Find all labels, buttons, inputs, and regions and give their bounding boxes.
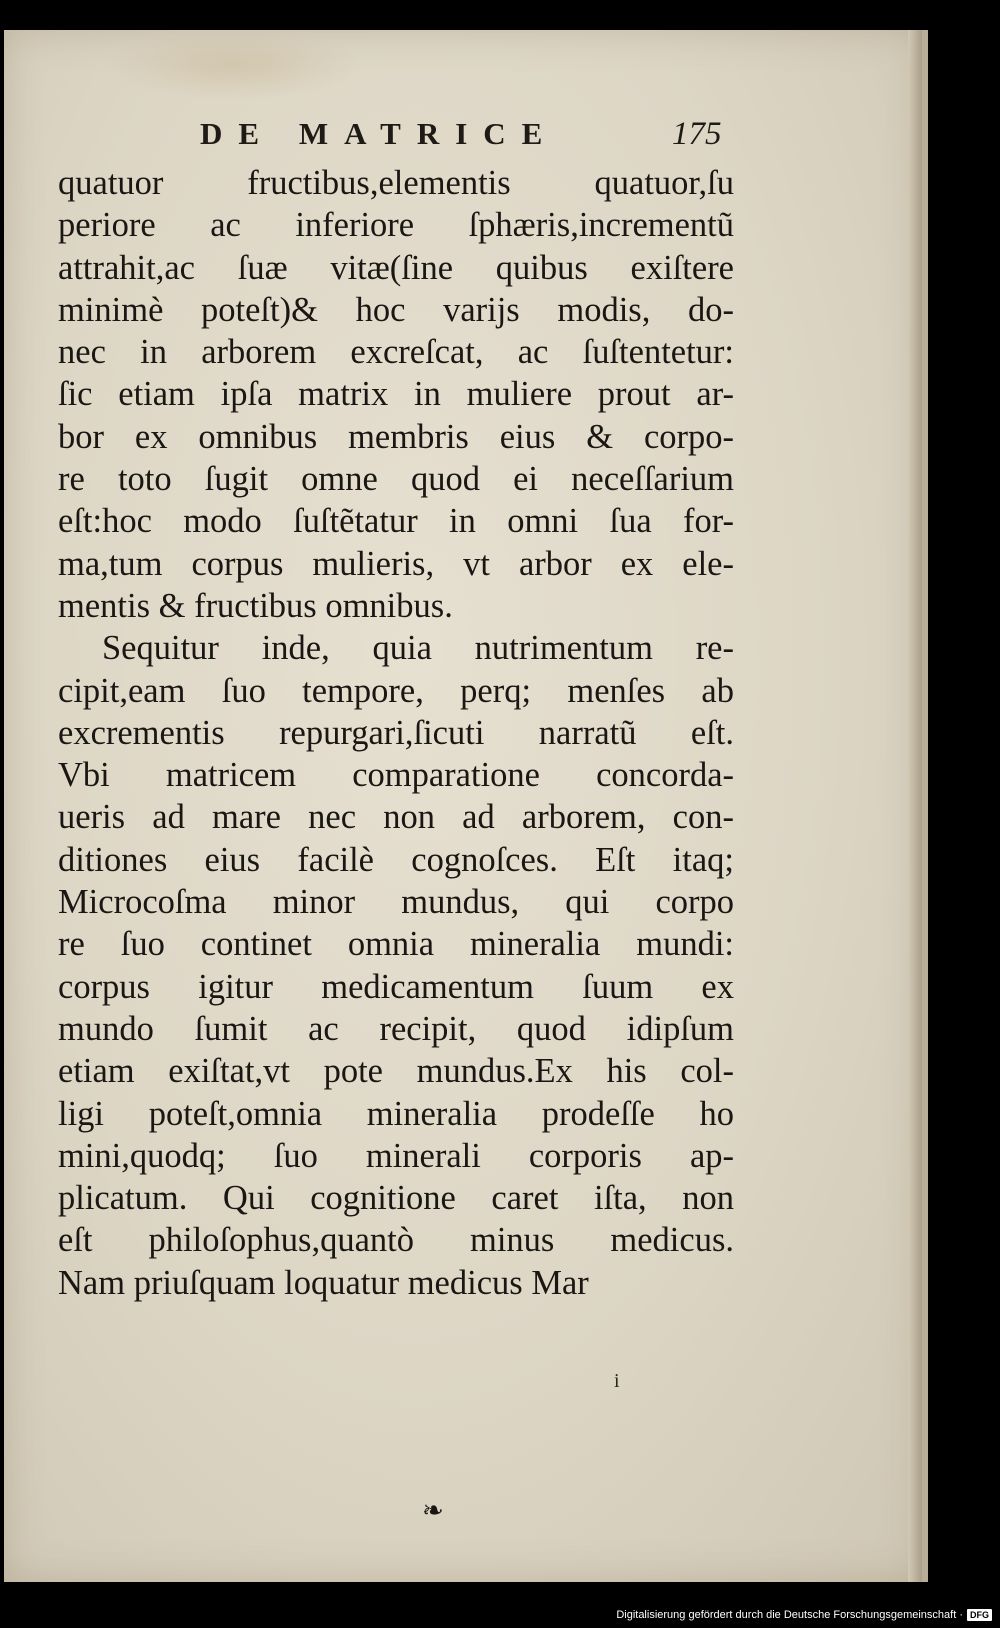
text-line: quatuor fructibus,elementis quatuor,ſu <box>58 164 734 202</box>
text-line: Nam priuſquam loquatur medicus Mar <box>58 1263 589 1302</box>
text-line: excrementis repurgari,ſicuti narratũ eſt. <box>58 713 734 752</box>
footer-text: Digitalisierung gefördert durch die Deutsche Forschungsgemeinschaft · <box>616 1609 963 1621</box>
text-line: Microcoſma minor mundus, qui corpo <box>58 883 734 922</box>
page-number: 175 <box>672 116 722 152</box>
text-line: nec in arborem excreſcat, ac ſuſtentetur: <box>58 333 734 372</box>
text-line: bor ex omnibus membris eius & corpo- <box>58 417 734 456</box>
text-line: Sequitur inde, quia nutrimentum re- <box>102 629 734 668</box>
paper-stain <box>104 30 364 100</box>
text-line: eſt philoſophus,quantò minus medicus. <box>58 1221 734 1260</box>
text-line: etiam exiſtat,vt pote mundus.Ex his col- <box>58 1052 734 1091</box>
text-line: ditiones eius facilè cognoſces. Eſt itaq; <box>58 840 734 879</box>
text-line: eſt:hoc modo ſuſtẽtatur in omni ſua for- <box>58 502 734 541</box>
text-line: ueris ad mare nec non ad arborem, con- <box>58 798 734 837</box>
text-line: re ſuo continet omnia mineralia mundi: <box>58 925 734 964</box>
digitization-footer <box>616 1606 992 1624</box>
text-line: corpus igitur medicamentum ſuum ex <box>58 967 734 1006</box>
text-line: mini,quodq; ſuo minerali corporis ap- <box>58 1136 734 1175</box>
text-line: periore ac inferiore ſphæris,incrementũ <box>58 206 734 245</box>
text-line: minimè poteſt)& hoc varijs modis, do- <box>58 290 734 329</box>
body-text <box>58 162 734 1304</box>
text-line: ligi poteſt,omnia mineralia prodeſſe ho <box>58 1094 734 1133</box>
text-line: plicatum. Qui cognitione caret iſta, non <box>58 1179 734 1218</box>
signature-mark: i <box>614 1370 620 1392</box>
dfg-logo-icon: DFG <box>967 1609 992 1621</box>
ornament-mark: ❧ <box>422 1496 444 1525</box>
text-line: cipit,eam ſuo tempore, perq; menſes ab <box>58 671 734 710</box>
text-line: Vbi matricem comparatione concorda- <box>58 756 734 795</box>
book-page <box>4 30 928 1582</box>
text-line: re toto ſugit omne quod ei neceſſarium <box>58 460 734 499</box>
page-edge <box>908 30 922 1582</box>
text-line: mundo ſumit ac recipit, quod idipſum <box>58 1009 734 1048</box>
text-line: mentis & fructibus omnibus. <box>58 586 453 625</box>
running-head-title: DE MATRICE <box>200 116 559 151</box>
running-head <box>4 116 922 156</box>
text-line: ma,tum corpus mulieris, vt arbor ex ele- <box>58 544 734 583</box>
text-line: ſic etiam ipſa matrix in muliere prout ar- <box>58 375 734 414</box>
text-line: attrahit,ac ſuæ vitæ(ſine quibus exiſtere <box>58 248 734 287</box>
